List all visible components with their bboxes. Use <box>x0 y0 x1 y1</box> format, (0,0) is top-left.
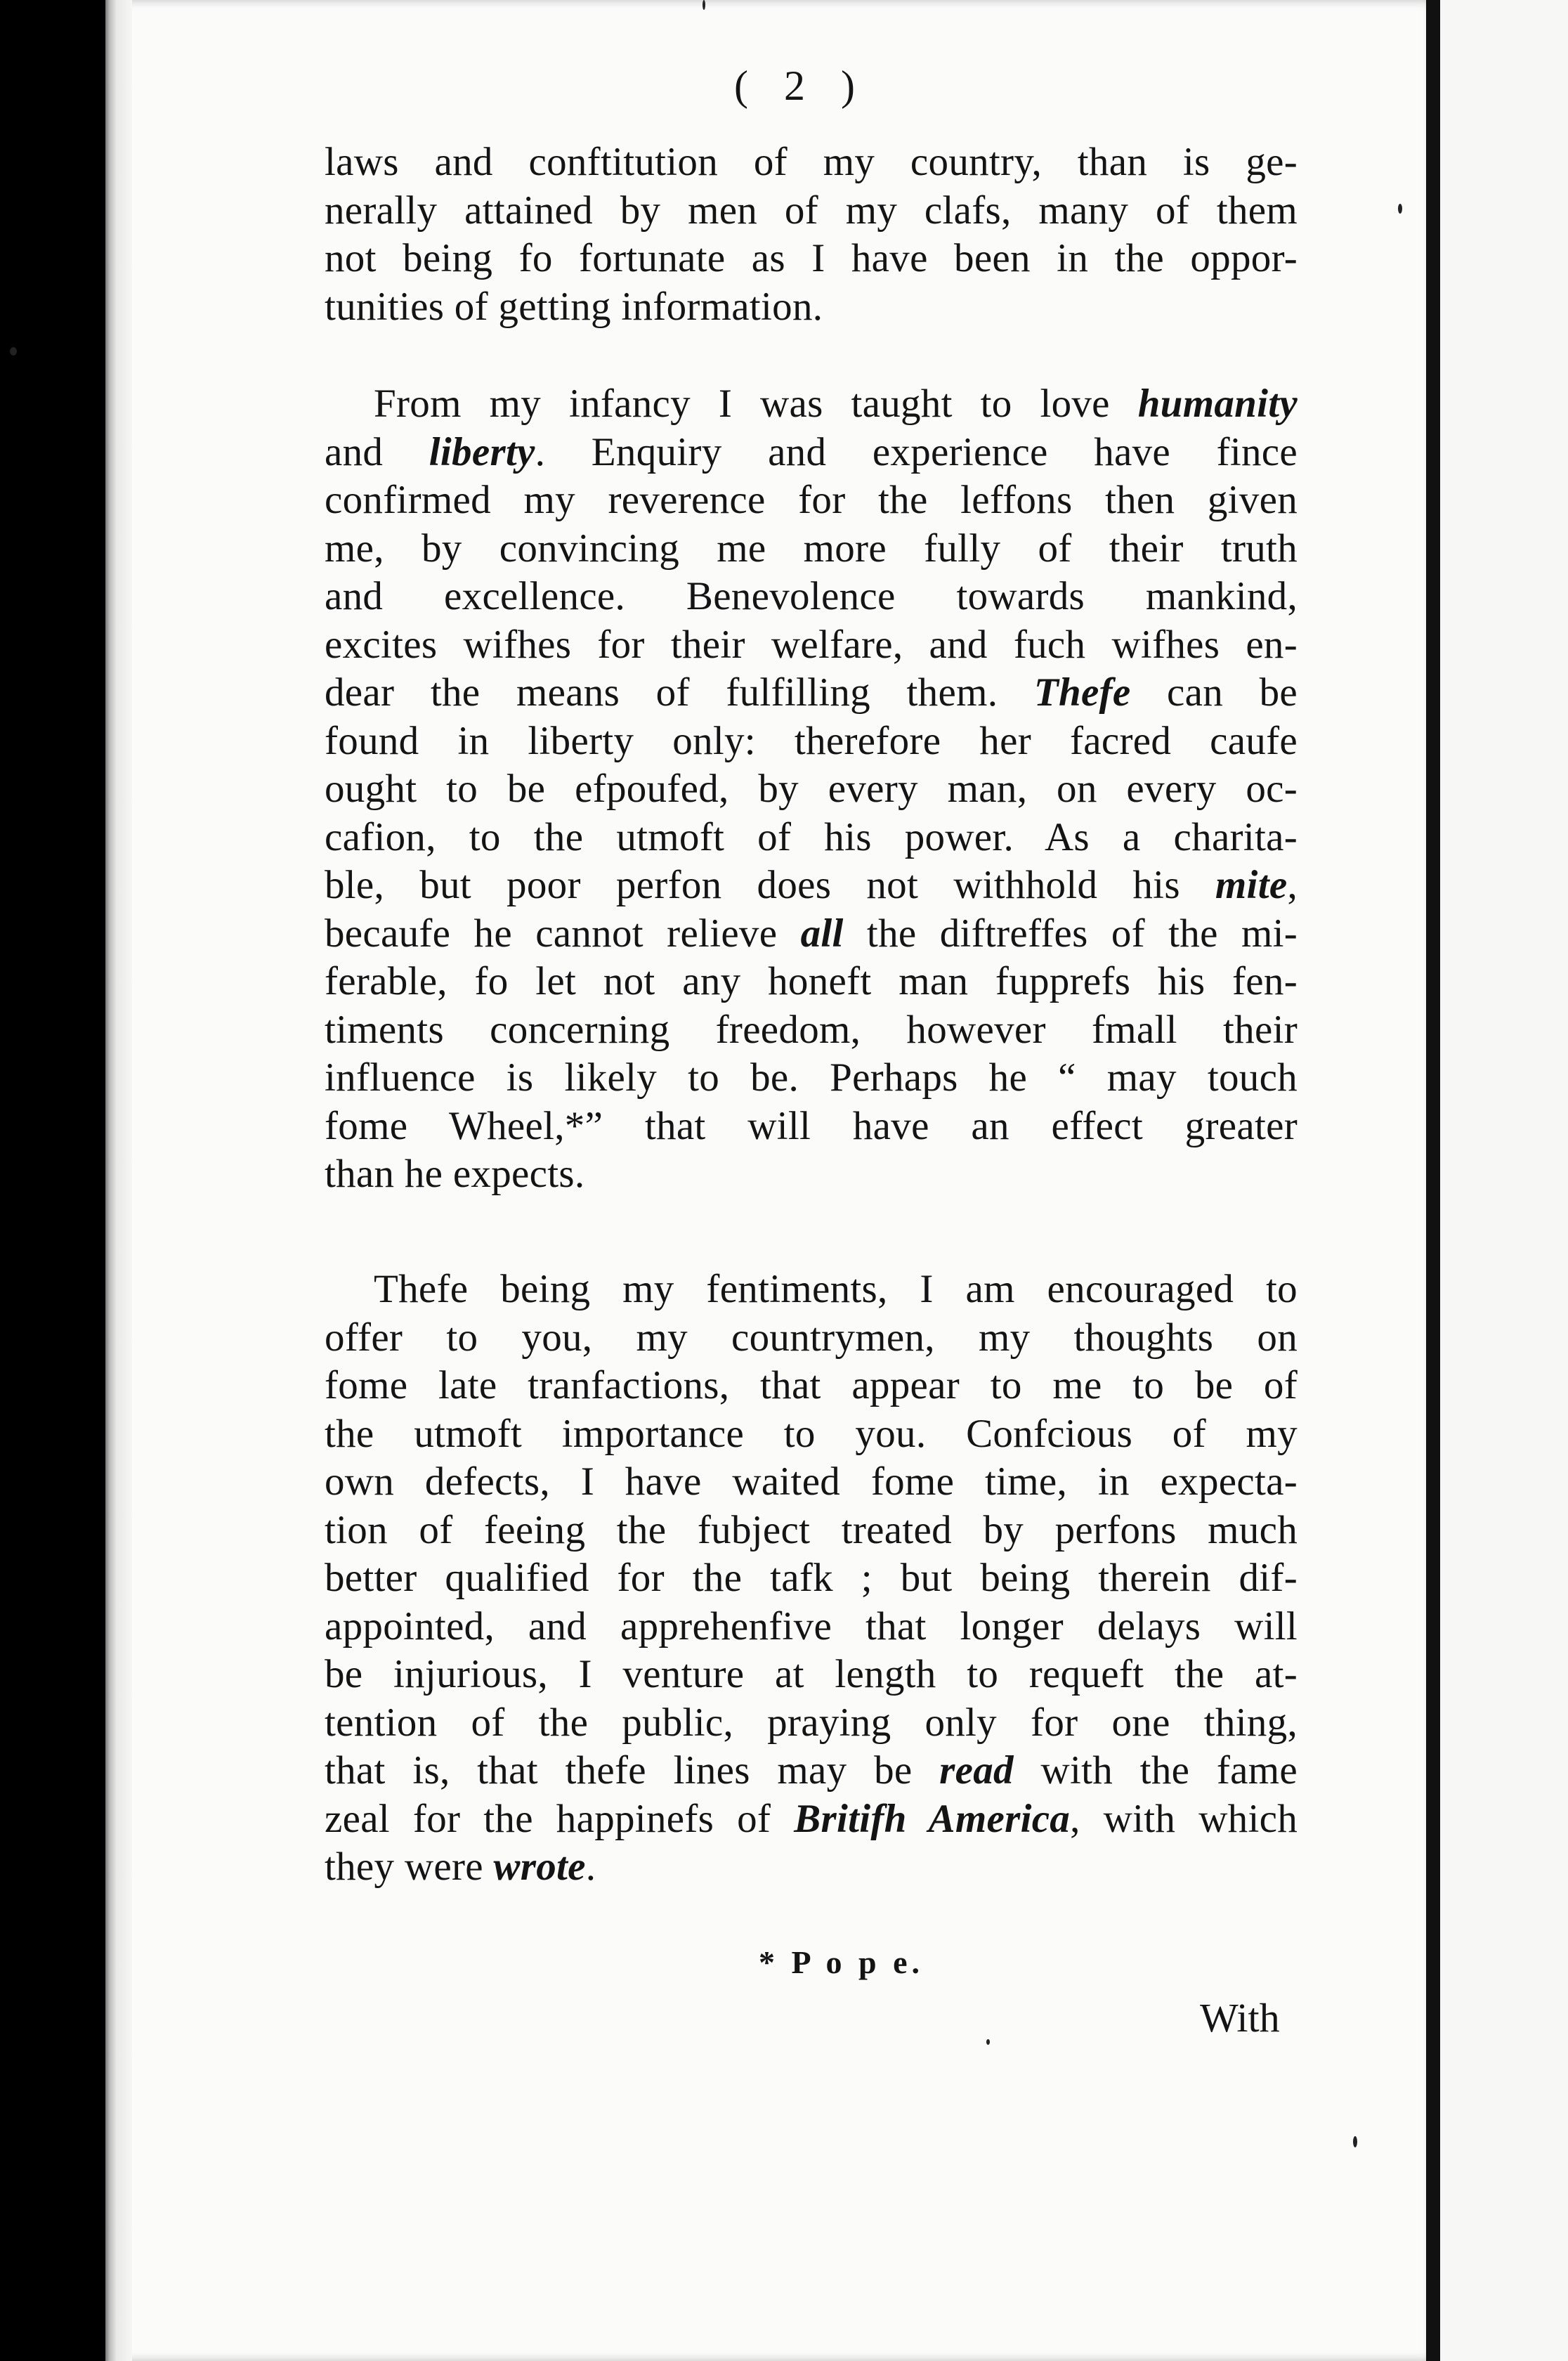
text-segment: nerally attained by men of my clafs, many of them <box>325 188 1298 233</box>
page-gutter-shadow <box>105 0 132 2361</box>
scan-speck <box>986 2039 990 2045</box>
text-segment: not being fo fortunate as I have been in the oppor- <box>325 236 1298 280</box>
text-line <box>325 1053 1298 1103</box>
text-line <box>325 1150 1298 1199</box>
text-line <box>325 1554 1298 1603</box>
text-segment: that is, that thefe lines may be <box>325 1748 940 1793</box>
italic-emphasis: Thefe <box>1033 670 1131 715</box>
text-line <box>325 1410 1298 1459</box>
italic-emphasis: Britifh America <box>794 1796 1071 1841</box>
text-line <box>325 1102 1298 1151</box>
text-line <box>325 1746 1298 1795</box>
text-line <box>325 1795 1298 1844</box>
text-segment: confirmed my reverence for the leffons then given <box>325 478 1298 522</box>
italic-emphasis: all <box>800 911 844 956</box>
text-segment: . Enquiry and experience have fince <box>535 429 1298 474</box>
text-segment: excites wifhes for their welfare, and fuch wifhes en- <box>325 622 1298 667</box>
text-segment: ferable, fo let not any honeft man fupprefs his fen- <box>325 959 1298 1003</box>
footnote-pope: * P o p e. <box>759 1944 925 1980</box>
text-segment: found in liberty only: therefore her facred caufe <box>325 718 1298 763</box>
text-segment: me, by convincing me more fully of their truth <box>325 526 1298 571</box>
text-segment: with the fame <box>1013 1748 1298 1793</box>
page-number: ( 2 ) <box>734 63 868 109</box>
text-line <box>325 1698 1298 1748</box>
text-line <box>325 909 1298 958</box>
text-segment: fome late tranfactions, that appear to me to be of <box>325 1363 1298 1407</box>
text-segment: own defects, I have waited fome time, in expecta- <box>325 1459 1298 1504</box>
text-segment: better qualified for the tafk ; but being therein dif- <box>325 1556 1298 1600</box>
text-line <box>325 620 1298 670</box>
italic-emphasis: wrote <box>493 1845 586 1889</box>
text-line <box>325 861 1298 910</box>
text-segment: the utmoft importance to you. Confcious of my <box>325 1411 1298 1456</box>
text-segment: . <box>585 1845 596 1889</box>
text-line <box>325 1650 1298 1699</box>
text-segment: , with which <box>1070 1796 1298 1841</box>
text-line <box>325 524 1298 573</box>
text-segment: fome Wheel,*” that will have an effect greater <box>325 1103 1298 1148</box>
italic-emphasis: liberty <box>429 429 535 474</box>
text-line <box>325 572 1298 621</box>
text-segment: Thefe being my fentiments, I am encouraged to <box>374 1267 1298 1311</box>
text-segment: tunities of getting information. <box>325 284 823 329</box>
page-edge-divider <box>1426 0 1440 2361</box>
text-segment: laws and conftitution of my country, than is ge- <box>325 140 1298 184</box>
text-line <box>325 1265 1298 1314</box>
text-line <box>325 1313 1298 1362</box>
text-line <box>325 957 1298 1006</box>
italic-emphasis: read <box>939 1748 1014 1793</box>
text-line <box>325 234 1298 283</box>
text-line <box>325 1842 1298 1892</box>
text-line <box>325 1361 1298 1410</box>
text-segment: and excellence. Benevolence towards mankind, <box>325 574 1298 618</box>
text-line <box>325 813 1298 862</box>
text-segment: , <box>1287 863 1298 907</box>
text-line <box>325 1506 1298 1555</box>
text-line <box>325 428 1298 477</box>
text-segment: and <box>325 429 429 474</box>
text-segment: appointed, and apprehenfive that longer delays will <box>325 1604 1298 1648</box>
text-segment: timents concerning freedom, however fmall their <box>325 1007 1298 1052</box>
scan-speck <box>703 0 705 10</box>
text-segment: dear the means of fulfilling them. <box>325 670 1034 715</box>
text-line <box>325 282 1298 332</box>
text-line <box>325 476 1298 525</box>
text-segment: can be <box>1130 670 1298 715</box>
text-line <box>325 1602 1298 1651</box>
text-segment: becaufe he cannot relieve <box>325 911 801 956</box>
text-line <box>325 379 1298 429</box>
italic-emphasis: mite <box>1215 863 1288 907</box>
catchword: With <box>1200 1995 1280 2041</box>
text-line <box>325 1457 1298 1507</box>
text-line <box>325 668 1298 717</box>
text-segment: ble, but poor perfon does not withhold his <box>325 863 1215 907</box>
scan-speck <box>1353 2136 1357 2147</box>
text-line <box>325 765 1298 814</box>
scan-speck <box>1398 204 1402 214</box>
text-line <box>325 1006 1298 1055</box>
text-segment: cafion, to the utmoft of his power. As a charita- <box>325 814 1298 859</box>
text-segment: influence is likely to be. Perhaps he “ may touch <box>325 1055 1298 1100</box>
text-segment: tion of feeing the fubject treated by perfons much <box>325 1507 1298 1552</box>
text-segment: tention of the public, praying only for one thing, <box>325 1700 1298 1745</box>
text-segment: than he expects. <box>325 1152 585 1196</box>
text-segment: the diftreffes of the mi- <box>843 911 1298 956</box>
text-segment: From my infancy I was taught to love <box>374 382 1138 426</box>
text-line <box>325 138 1298 187</box>
text-segment: offer to you, my countrymen, my thoughts on <box>325 1315 1298 1360</box>
text-segment: they were <box>325 1845 494 1889</box>
italic-emphasis: humanity <box>1137 382 1298 426</box>
text-line <box>325 186 1298 235</box>
text-line <box>325 717 1298 766</box>
scan-speck <box>10 347 17 356</box>
text-segment: zeal for the happinefs of <box>325 1796 795 1841</box>
text-segment: ought to be efpoufed, by every man, on every oc- <box>325 767 1298 811</box>
text-segment: be injurious, I venture at length to requeft the at- <box>325 1652 1298 1696</box>
adjacent-page-strip <box>1440 0 1568 2361</box>
